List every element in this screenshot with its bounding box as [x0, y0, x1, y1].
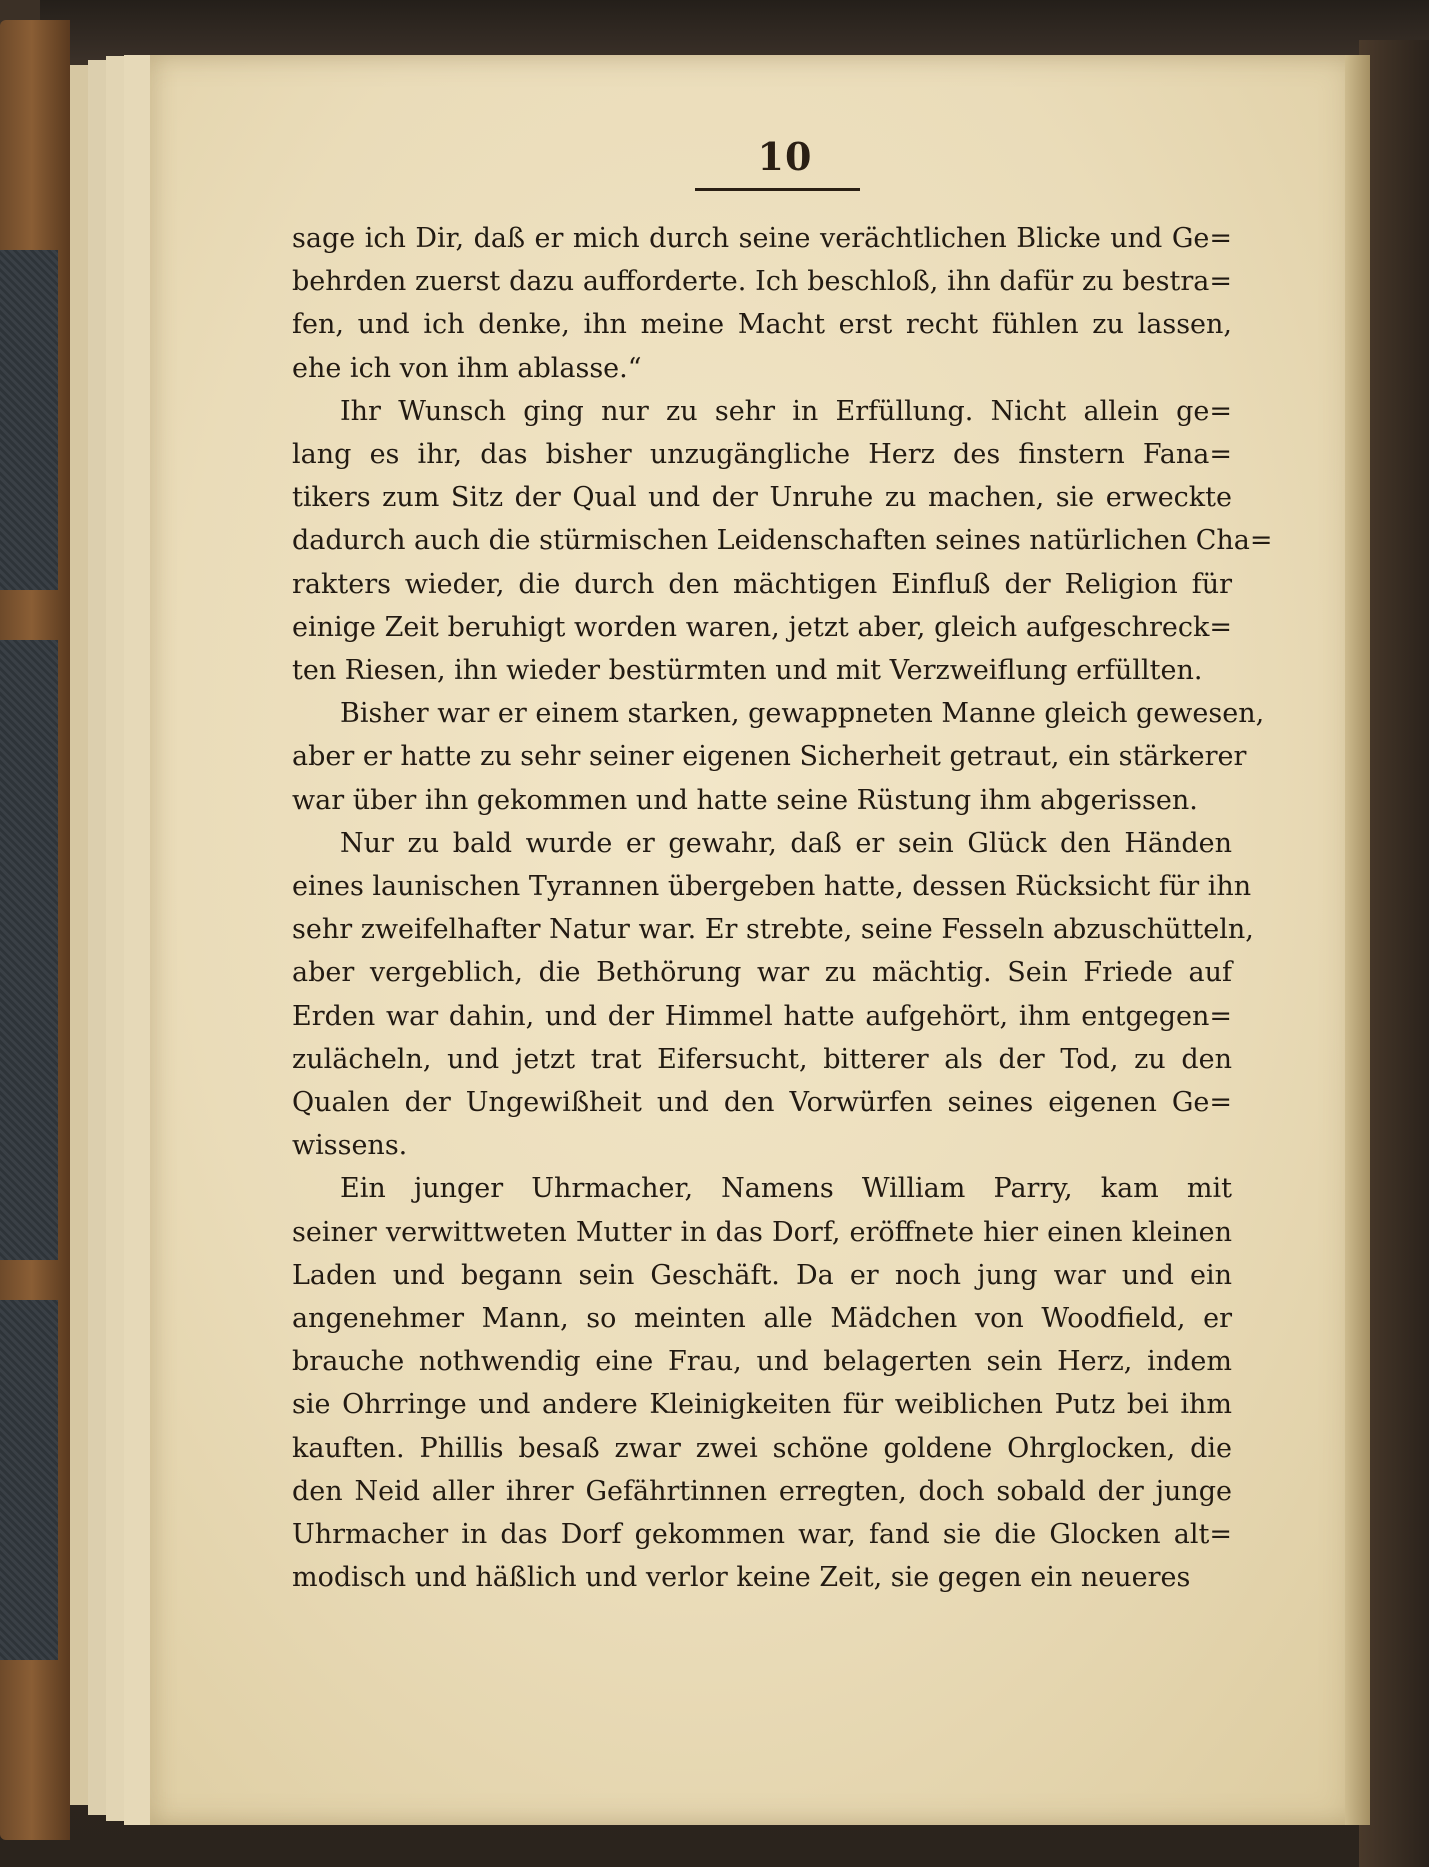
text-line: Ihr Wunsch ging nur zu sehr in Erfüllung. Nicht allein ge=: [340, 395, 1232, 427]
text-line: ten Riesen, ihn wieder bestürmten und mit Verzweiflung erfüllten.: [292, 655, 1203, 687]
text-line: zulächeln, und jetzt trat Eifersucht, bitterer als der Tod, zu den: [292, 1043, 1232, 1075]
paragraph: [292, 822, 1254, 1168]
text-line: modisch und häßlich und verlor keine Zeit, sie gegen ein neueres: [292, 1562, 1191, 1594]
page-number: 10: [757, 134, 813, 179]
text-line: sage ich Dir, daß er mich durch seine verächtlichen Blicke und Ge=: [292, 223, 1232, 254]
text-line: behrden zuerst dazu aufforderte. Ich beschloß, ihn dafür zu bestra=: [292, 266, 1232, 298]
text-line: Qualen der Ungewißheit und den Vorwürfen seines eigenen Ge=: [292, 1087, 1232, 1119]
text-line: sehr zweifelhafter Natur war. Er strebte, seine Fesseln abzuschütteln,: [292, 914, 1254, 946]
text-line: brauche nothwendig eine Frau, und belagerten sein Herz, indem: [292, 1346, 1232, 1378]
text-line: den Neid aller ihrer Gefährtinnen erregten, doch sobald der junge: [292, 1475, 1232, 1507]
body-text: [292, 217, 1273, 1600]
text-line: Ein junger Uhrmacher, Namens William Parry, kam mit: [340, 1173, 1232, 1205]
text-line: rakters wieder, die durch den mächtigen Einfluß der Religion für: [292, 568, 1232, 600]
text-line: seiner verwittweten Mutter in das Dorf, eröffnete hier einen kleinen: [292, 1216, 1232, 1248]
paragraph: [292, 390, 1273, 692]
text-line: wissens.: [292, 1130, 408, 1162]
text-line: einige Zeit beruhigt worden waren, jetzt aber, gleich aufgeschreck=: [292, 611, 1232, 643]
text-line: Uhrmacher in das Dorf gekommen war, fand sie die Glocken alt=: [292, 1519, 1232, 1551]
text-line: Nur zu bald wurde er gewahr, daß er sein Glück den Händen: [340, 827, 1232, 859]
text-line: tikers zum Sitz der Qual und der Unruhe zu machen, sie erweckte: [292, 482, 1232, 514]
cover-cloth-patch: [0, 640, 58, 1260]
text-line: sie Ohrringe und andere Kleinigkeiten für weiblichen Putz bei ihm: [292, 1389, 1232, 1421]
cover-cloth-patch: [0, 250, 58, 590]
text-line: war über ihn gekommen und hatte seine Rüstung ihm abgerissen.: [292, 784, 1198, 816]
text-line: kauften. Phillis besaß zwar zwei schöne goldene Ohrglocken, die: [292, 1432, 1232, 1464]
page-number-rule: [695, 188, 860, 191]
text-line: Erden war dahin, und der Himmel hatte aufgehört, ihm entgegen=: [292, 1000, 1232, 1032]
book-cover-top: [40, 0, 1429, 60]
text-line: aber er hatte zu sehr seiner eigenen Sicherheit getraut, ein stärkerer: [292, 741, 1247, 773]
text-line: lang es ihr, das bisher unzugängliche Herz des finstern Fana=: [292, 439, 1232, 471]
cover-cloth-patch: [0, 1300, 58, 1660]
text-line: aber vergeblich, die Bethörung war zu mächtig. Sein Friede auf: [292, 957, 1232, 989]
text-line: eines launischen Tyrannen übergeben hatte, dessen Rücksicht für ihn: [292, 871, 1252, 903]
text-line: dadurch auch die stürmischen Leidenschaften seines natürlichen Cha=: [292, 525, 1273, 557]
text-line: angenehmer Mann, so meinten alle Mädchen von Woodfield, er: [292, 1303, 1232, 1335]
text-line: Bisher war er einem starken, gewappneten Manne gleich gewesen,: [340, 698, 1265, 730]
paragraph: [292, 692, 1265, 822]
paragraph: [292, 217, 1232, 390]
text-line: ehe ich von ihm ablasse.“: [292, 352, 642, 384]
text-line: Laden und begann sein Geschäft. Da er noch jung war und ein: [292, 1259, 1232, 1291]
paragraph: [292, 1167, 1232, 1599]
page-gutter: [1345, 55, 1370, 1825]
text-line: fen, und ich denke, ihn meine Macht erst recht fühlen zu lassen,: [292, 309, 1232, 341]
